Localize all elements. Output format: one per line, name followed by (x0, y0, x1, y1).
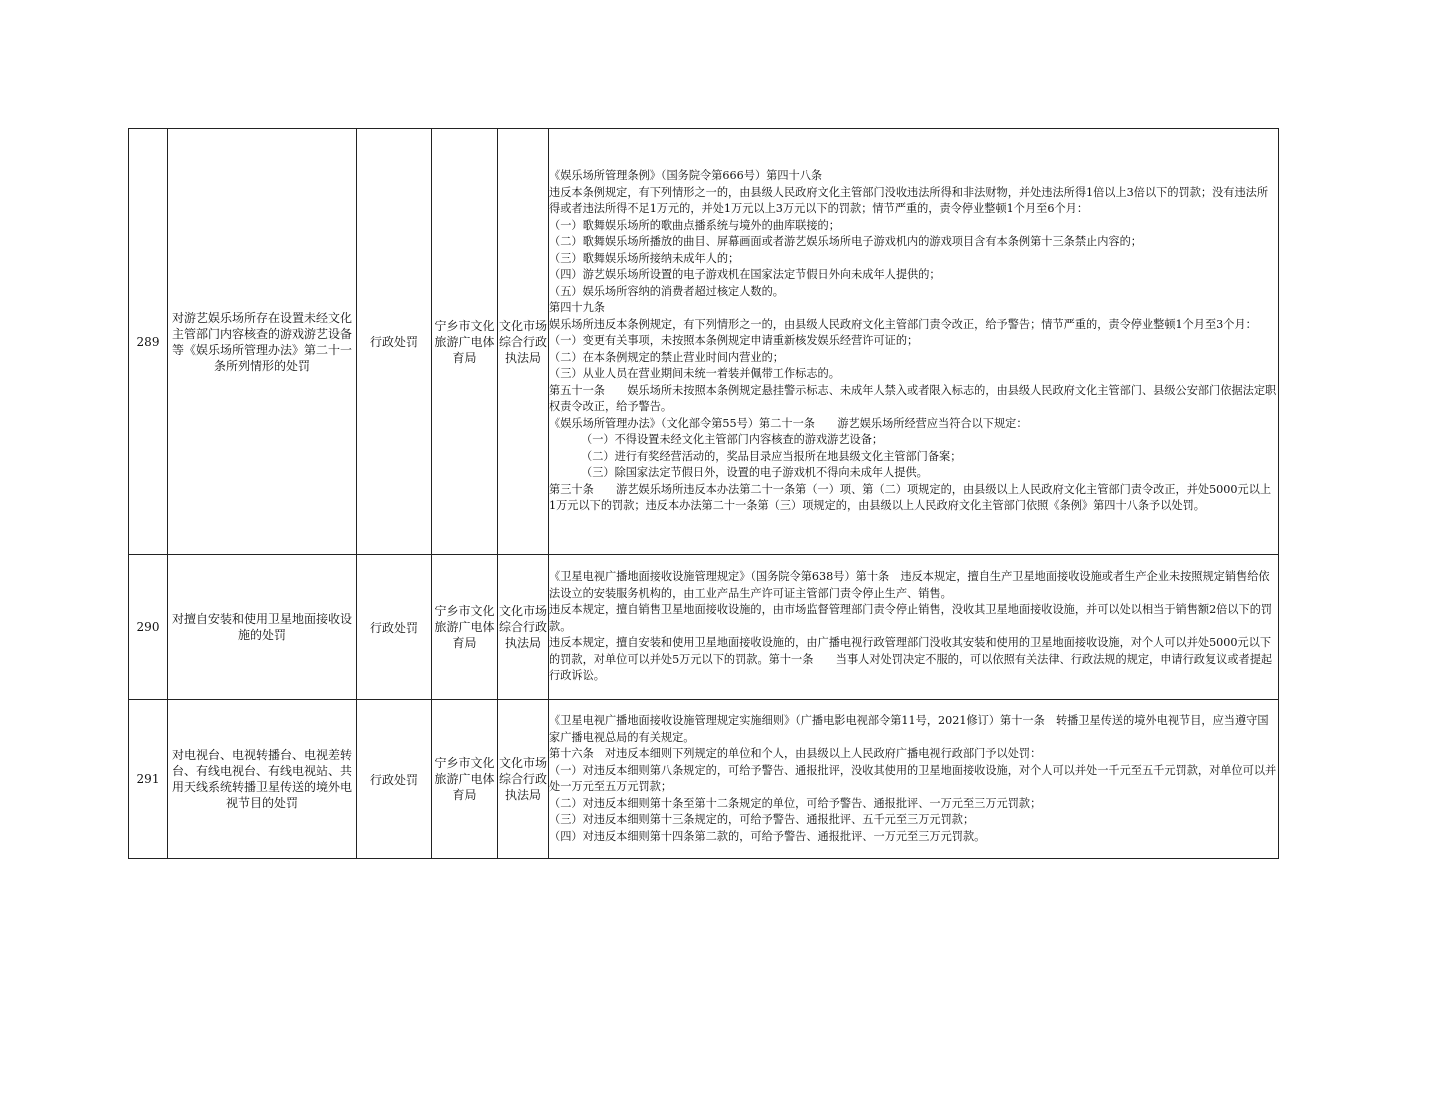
enforcement-table (128, 128, 1279, 859)
basis-line: 娱乐场所违反本条例规定，有下列情形之一的，由县级人民政府文化主管部门责令改正，给予警告；情节严重的，责令停业整顿1个月至3个月： (549, 317, 1257, 331)
basis-line: （三）歌舞娱乐场所接纳未成年人的； (549, 251, 740, 265)
item-name: 对电视台、电视转播台、电视差转台、有线电视台、有线电视站、共用天线系统转播卫星传送的境外电视节目的处罚 (168, 700, 357, 859)
basis-line: （二）对违反本细则第十条至第十二条规定的单位，可给予警告、通报批评、一万元至三万元罚款； (549, 796, 1042, 810)
basis-line: 《卫星电视广播地面接收设施管理规定实施细则》（广播电影电视部令第11号，2021修订）第十一条 转播卫星传送的境外电视节目，应当遵守国家广播电视总局的有关规定。 (549, 714, 1269, 744)
item-name: 对擅自安装和使用卫星地面接收设施的处罚 (168, 555, 357, 700)
table-row (129, 555, 1279, 700)
basis-line: 违反本规定，擅自销售卫星地面接收设施的，由市场监督管理部门责令停止销售，没收其卫星地面接收设施，并可以处以相当于销售额2倍以下的罚款。 (549, 603, 1273, 633)
basis-line-indented: （三）除国家法定节假日外，设置的电子游戏机不得向未成年人提供。 (581, 466, 928, 480)
basis-line: 违反本规定，擅自安装和使用卫星地面接收设施的，由广播电视行政管理部门没收其安装和使用的卫星地面接收设施，对个人可以并处5000元以下的罚款，对单位可以并处5万元以下的罚款。第十一条 当事人对处罚决定不服的，可以依照有关法律、行政法规的规定，申请行政复议或者提起行政诉讼。 (549, 636, 1273, 683)
item-type: 行政处罚 (357, 555, 432, 700)
executing-agency: 文化市场综合行政执法局 (498, 700, 549, 859)
basis-line: （二）在本条例规定的禁止营业时间内营业的； (549, 350, 784, 364)
item-type: 行政处罚 (357, 700, 432, 859)
item-name: 对游艺娱乐场所存在设置未经文化主管部门内容核查的游戏游艺设备等《娱乐场所管理办法》第二十一条所列情形的处罚 (168, 129, 357, 555)
basis-line: 《娱乐场所管理办法》（文化部令第55号）第二十一条 游艺娱乐场所经营应当符合以下规定： (549, 416, 1028, 430)
basis-line: 第三十条 游艺娱乐场所违反本办法第二十一条第（一）项、第（二）项规定的，由县级以上人民政府文化主管部门责令改正，并处5000元以上1万元以下的罚款；违反本办法第二十一条第（三）项规定的，由县级以上人民政府文化主管部门依照《条例》第四十八条予以处罚。 (549, 482, 1272, 513)
department: 宁乡市文化旅游广电体育局 (432, 555, 498, 700)
table-row (129, 700, 1279, 859)
department: 宁乡市文化旅游广电体育局 (432, 129, 498, 555)
basis-line-indented: （一）不得设置未经文化主管部门内容核查的游戏游艺设备； (581, 433, 884, 447)
row-number: 290 (129, 555, 168, 700)
item-type: 行政处罚 (357, 129, 432, 555)
table-row (129, 129, 1279, 555)
legal-basis (549, 700, 1279, 859)
row-number: 289 (129, 129, 168, 555)
basis-line: （四）游艺娱乐场所设置的电子游戏机在国家法定节假日外向未成年人提供的； (549, 268, 941, 282)
basis-line: 《卫星电视广播地面接收设施管理规定》（国务院令第638号）第十条 违反本规定，擅自生产卫星地面接收设施或者生产企业未按照规定销售给依法设立的安装服务机构的，由工业产品生产许可证主管部门责令停止生产、销售。 (549, 570, 1270, 600)
basis-line: （一）歌舞娱乐场所的歌曲点播系统与境外的曲库联接的； (549, 218, 840, 232)
legal-basis (549, 129, 1279, 555)
legal-basis (549, 555, 1279, 700)
department: 宁乡市文化旅游广电体育局 (432, 700, 498, 859)
basis-line: （三）从业人员在营业期间未统一着装并佩带工作标志的。 (549, 367, 840, 381)
basis-line: 《娱乐场所管理条例》（国务院令第666号）第四十八条 (549, 169, 823, 183)
basis-line: 第四十九条 (549, 301, 605, 315)
basis-line-indented: （二）进行有奖经营活动的，奖品目录应当报所在地县级文化主管部门备案； (581, 449, 962, 463)
basis-line: 第十六条 对违反本细则下列规定的单位和个人，由县级以上人民政府广播电视行政部门予以处罚： (549, 747, 1042, 760)
basis-line: （四）对违反本细则第十四条第二款的，可给予警告、通报批评、一万元至三万元罚款。 (549, 829, 986, 843)
basis-line: （一）对违反本细则第八条规定的，可给予警告、通报批评，没收其使用的卫星地面接收设施，对个人可以并处一千元至五千元罚款，对单位可以并处一万元至五万元罚款； (549, 763, 1277, 793)
basis-line: 违反本条例规定，有下列情形之一的，由县级人民政府文化主管部门没收违法所得和非法财物，并处违法所得1倍以上3倍以下的罚款；没有违法所得或者违法所得不足1万元的，并处1万元以上3万元以下的罚款；情节严重的，责令停业整顿1个月至6个月： (549, 185, 1269, 216)
basis-line: （一）变更有关事项，未按照本条例规定申请重新核发娱乐经营许可证的； (549, 334, 919, 348)
basis-line: （五）娱乐场所容纳的消费者超过核定人数的。 (549, 284, 784, 298)
row-number: 291 (129, 700, 168, 859)
basis-line: （三）对违反本细则第十三条规定的，可给予警告、通报批评、五千元至三万元罚款； (549, 813, 975, 826)
basis-line: （二）歌舞娱乐场所播放的曲目、屏幕画面或者游艺娱乐场所电子游戏机内的游戏项目含有本条例第十三条禁止内容的； (549, 235, 1142, 249)
executing-agency: 文化市场综合行政执法局 (498, 555, 549, 700)
basis-line: 第五十一条 娱乐场所未按照本条例规定悬挂警示标志、未成年人禁入或者限入标志的，由县级人民政府文化主管部门、县级公安部门依据法定职权责令改正，给予警告。 (549, 383, 1277, 414)
executing-agency: 文化市场综合行政执法局 (498, 129, 549, 555)
